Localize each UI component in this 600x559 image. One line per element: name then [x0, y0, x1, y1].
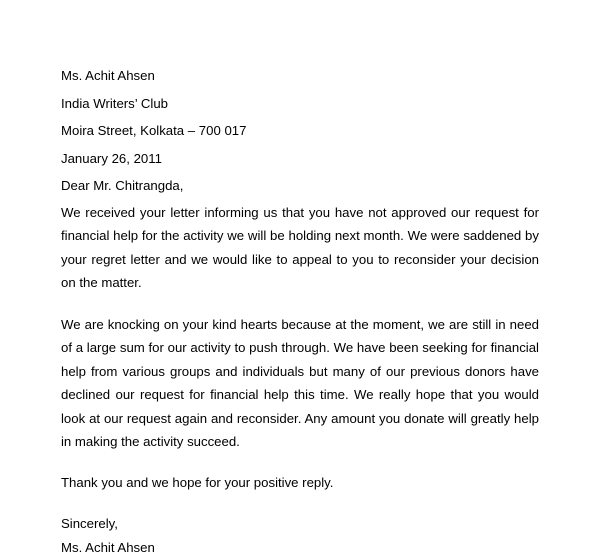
letter-body — [61, 64, 539, 559]
valediction: Sincerely, — [61, 512, 539, 536]
sender-name: Ms. Achit Ahsen — [61, 64, 539, 88]
thanks-line: Thank you and we hope for your positive reply. — [61, 471, 539, 495]
sender-organization: India Writers’ Club — [61, 92, 539, 116]
salutation: Dear Mr. Chitrangda, — [61, 174, 539, 198]
body-paragraph-2: We are knocking on your kind hearts because at the moment, we are still in need of a large sum for our activity to push through. We have been seeking for financial help from various groups and individuals but many of our previous donors have declined our request for financial help this time. We really hope that you would look at our request again and reconsider. Any amount you donate will greatly help in making the activity succeed. — [61, 313, 539, 454]
letter-date: January 26, 2011 — [61, 147, 539, 171]
body-paragraph-1: We received your letter informing us that you have not approved our request for financial help for the activity we will be holding next month. We were saddened by your regret letter and we would like to appeal to you to reconsider your decision on the matter. — [61, 201, 539, 295]
signatory-name: Ms. Achit Ahsen — [61, 536, 539, 559]
sender-address: Moira Street, Kolkata – 700 017 — [61, 119, 539, 143]
